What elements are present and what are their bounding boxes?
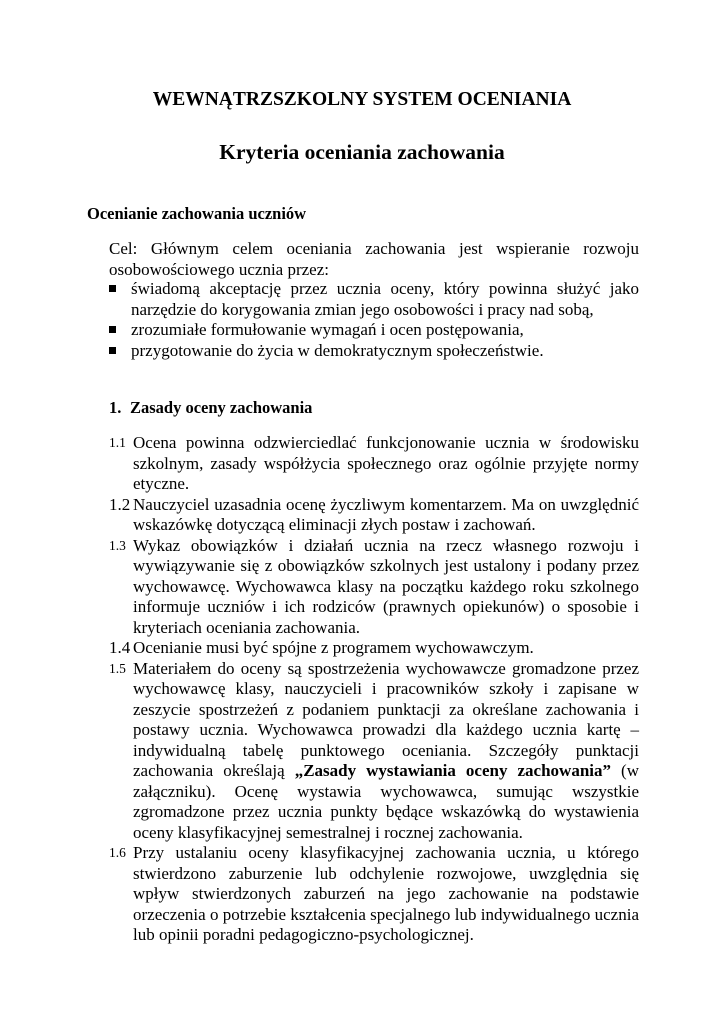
square-bullet-icon [109, 285, 116, 292]
rule-number: 1.5 [109, 660, 126, 676]
list-item [109, 320, 639, 341]
rule-item [109, 536, 639, 639]
section-1-number: 1. [109, 398, 122, 417]
rule-number: 1.3 [109, 537, 126, 553]
rule-text: Przy ustalaniu oceny klasyfikacyjnej zachowania ucznia, u którego stwierdzono zaburzenie lub odchylenie rozwojowe, uwzględnia się wpływ stwierdzonych zaburzeń na jego zachowanie na podstawie orzeczenia o potrzebie kształcenia specjalnego lub indywidualnego ucznia lub opinii poradni pedagogiczno-psychologicznej. [133, 843, 639, 944]
rule-item [109, 495, 639, 536]
list-item [109, 341, 639, 362]
document-subtitle: Kryteria oceniania zachowania [219, 140, 505, 164]
rules-list [109, 433, 639, 946]
rule-item [109, 433, 639, 495]
rule-text: Wykaz obowiązków i działań ucznia na rzecz własnego rozwoju i wywiązywanie się z obowiązków szkolnych jest ustalony i podany przez wychowawcę. Wychowawca klasy na początku każdego roku szkolnego informuje uczniów i ich rodziców (prawnych opiekunów) o sposobie i kryteriach oceniania zachowania. [133, 535, 639, 637]
rule-item [109, 659, 639, 844]
rule-text: Ocena powinna odzwierciedlać funkcjonowanie ucznia w środowisku szkolnym, zasady współżycia społecznego oraz ogólnie przyjęte normy etyczne. [133, 433, 639, 493]
rule-number: 1.2 [109, 494, 131, 514]
rule-number: 1.1 [109, 435, 126, 450]
rule-number: 1.6 [109, 845, 126, 860]
square-bullet-icon [109, 347, 116, 354]
rule-text-part: (w załączniku). Ocenę wystawia wychowawca, sumując wszystkie zgromadzone przez ucznia punkty będące wskazówką do wystawienia oceny klasyfikacyjnej semestralnej i rocznej zachowania. [133, 761, 639, 842]
list-item-text: przygotowanie do życia w demokratycznym społeczeństwie. [131, 340, 544, 360]
goals-list [109, 279, 639, 361]
intro-paragraph: Cel: Głównym celem oceniania zachowania jest wspieranie rozwoju osobowościowego ucznia przez: [109, 239, 639, 279]
list-item-text: zrozumiałe formułowanie wymagań i ocen postępowania, [131, 320, 524, 339]
rule-text-bold: „Zasady wystawiania oceny zachowania” [294, 761, 612, 780]
rule-item [109, 843, 639, 946]
rule-number: 1.4 [109, 638, 131, 657]
document-title: WEWNĄTRZSZKOLNY SYSTEM OCENIANIA [152, 89, 572, 110]
section-heading: Ocenianie zachowania uczniów [87, 204, 307, 223]
list-item-text: świadomą akceptację przez ucznia oceny, który powinna służyć jako narzędzie do korygowania zmian jego osobowości i pracy nad sobą, [131, 279, 639, 319]
section-1-heading [109, 397, 312, 419]
rule-text-part: Materiałem do oceny są spostrzeżenia wychowawcze gromadzone przez wychowawcę klasy, nauczycieli i pracowników szkoły i zapisane w zeszycie spostrzeżeń z podaniem punktacji za określane zachowania i postawy ucznia. Wychowawca prowadzi dla każdego ucznia kartę – indywidualną tabelę punktowego oceniania. Szczegóły punktacji zachowania określają [133, 658, 639, 780]
rule-item [109, 638, 639, 659]
section-1-title: Zasady oceny zachowania [130, 398, 313, 417]
rule-text: Nauczyciel uzasadnia ocenę życzliwym komentarzem. Ma on uwzględnić wskazówkę dotyczącą eliminacji złych postaw i zachowań. [133, 494, 639, 534]
list-item [109, 279, 639, 320]
rule-text: Ocenianie musi być spójne z programem wychowawczym. [133, 638, 534, 657]
square-bullet-icon [109, 326, 116, 333]
